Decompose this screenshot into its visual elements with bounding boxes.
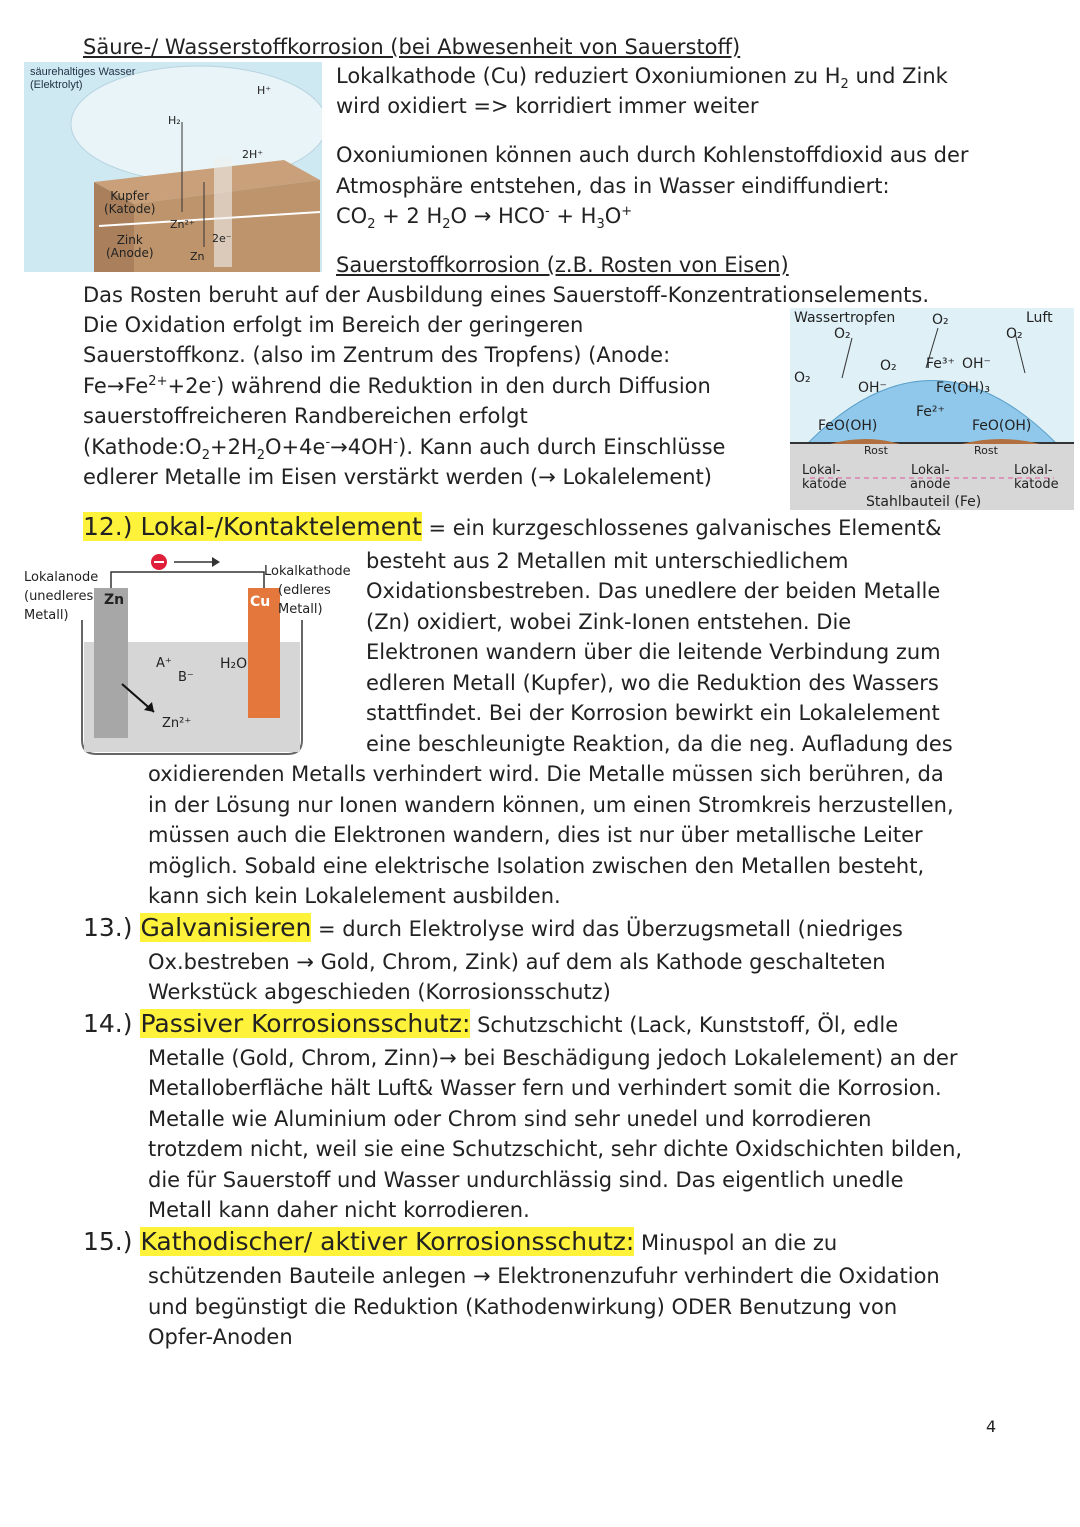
item-14-heading — [83, 1009, 898, 1041]
rust-drop-figure — [790, 308, 1074, 510]
item-12-line-6: stattfindet. Bei der Korrosion bewirkt ein Lokalelement — [366, 701, 940, 725]
item-12-number: 12.) — [83, 512, 133, 541]
item-15-line-3: und begünstigt die Reduktion (Kathodenwirkung) ODER Benutzung von — [148, 1295, 898, 1319]
oxygen-text-line-2: Die Oxidation erfolgt im Bereich der geringeren — [83, 313, 584, 337]
kupfer-label: Kupfer (Katode) — [104, 189, 156, 216]
zink-label: Zink (Anode) — [106, 233, 154, 260]
item-12-line-11: möglich. Sobald eine elektrische Isolation zwischen den Metallen besteht, — [148, 854, 925, 878]
item-14-line-7: Metall kann daher nicht korrodieren. — [148, 1198, 530, 1222]
item-13-heading — [83, 913, 903, 945]
fe2-label: Fe²⁺ — [916, 404, 945, 420]
oxygen-text-line-7: edlerer Metalle im Eisen verstärkt werden (→ Lokalelement) — [83, 465, 712, 489]
hplus-label: H⁺ — [257, 84, 272, 97]
item-12-line-5: edleren Metall (Kupfer), wo die Reduktion des Wassers — [366, 671, 939, 695]
item-14-title: Passiver Korrosionsschutz: — [140, 1009, 471, 1038]
zn-electrode-label: Zn — [104, 592, 125, 608]
oxygen-text-line-5: sauerstoffreicheren Randbereichen erfolgt — [83, 404, 528, 428]
acid-text-line-2: wird oxidiert => korridiert immer weiter — [336, 94, 759, 118]
item-15-heading — [83, 1227, 837, 1259]
item-12-line-4: Elektronen wandern über die leitende Verbindung zum — [366, 640, 941, 664]
oh-label-left: OH⁻ — [858, 380, 887, 396]
o2-label-left: O₂ — [834, 326, 851, 342]
item-15-number: 15.) — [83, 1227, 133, 1256]
item-14-line-3: Metalloberfläche hält Luft& Wasser fern und verhindert somit die Korrosion. — [148, 1076, 942, 1100]
zn-label: Zn — [190, 250, 205, 263]
item-14-number: 14.) — [83, 1009, 133, 1038]
bminus-label: B⁻ — [178, 670, 194, 685]
steel-part-label: Stahlbauteil (Fe) — [866, 494, 982, 510]
h2o-label: H₂O — [220, 656, 248, 672]
h2-label: H₂ — [168, 114, 181, 127]
o2-label-inner: O₂ — [880, 358, 897, 374]
item-14-definition: Schutzschicht (Lack, Kunststoff, Öl, edle — [470, 1013, 899, 1037]
item-14-line-2: Metalle (Gold, Chrom, Zinn)→ bei Beschädigung jedoch Lokalelement) an der — [148, 1046, 958, 1070]
item-15-definition: Minuspol an die zu — [634, 1231, 838, 1255]
item-12-line-9: in der Lösung nur Ionen wandern können, um einen Stromkreis herzustellen, — [148, 793, 954, 817]
local-anode-label: Lokalanode (unedleres Metall) — [24, 570, 99, 623]
item-12-line-3: (Zn) oxidiert, wobei Zink-Ionen entstehen. Die — [366, 610, 852, 634]
item-13-number: 13.) — [83, 913, 133, 942]
acid-text-line-1: Lokalkathode (Cu) reduziert Oxoniumionen zu $H_2$ und Zink — [336, 64, 948, 93]
oh-label: OH⁻ — [962, 356, 991, 372]
oxygen-text-line-3: Sauerstoffkonz. (also im Zentrum des Tropfens) (Anode: — [83, 343, 671, 367]
item-12-title: Lokal-/Kontaktelement — [140, 512, 422, 541]
item-15-line-2: schützenden Bauteile anlegen → Elektronenzufuhr verhindert die Oxidation — [148, 1264, 940, 1288]
local-cathode-left: Lokal- katode — [802, 463, 847, 492]
oxygen-text-line-6: $(Kathode:O_2+2H_2O+4e^-\to 4OH^-)$. Kann auch durch Einschlüsse — [83, 435, 726, 464]
local-cathode-label: Lokalkathode (edleres Metall) — [264, 564, 351, 617]
electrolyte-label: säurehaltiges Wasser (Elektrolyt) — [30, 66, 136, 91]
local-cathode-right: Lokal- katode — [1014, 463, 1059, 492]
local-anode: Lokal- anode — [910, 463, 951, 492]
page-number: 4 — [986, 1417, 997, 1436]
aplus-label: A⁺ — [156, 656, 172, 671]
fe3-label: Fe³⁺ — [926, 356, 955, 372]
rost-label-right: Rost — [974, 444, 998, 457]
rost-label-left: Rost — [864, 444, 888, 457]
heading-oxygen-corrosion: Sauerstoffkorrosion (z.B. Rosten von Eisen) — [336, 253, 789, 277]
acid-text-line-4: Atmosphäre entstehen, das in Wasser eindiffundiert: — [336, 174, 890, 198]
acid-text-line-3: Oxoniumionen können auch durch Kohlenstoffdioxid aus der — [336, 143, 969, 167]
item-15-line-4: Opfer-Anoden — [148, 1325, 293, 1349]
item-13-line-3: Werkstück abgeschieden (Korrosionsschutz) — [148, 980, 611, 1004]
item-12-heading — [83, 512, 941, 544]
acid-corrosion-figure — [24, 62, 322, 272]
zn2-ion-label: Zn²⁺ — [162, 716, 192, 731]
o2-label-right: O₂ — [1006, 326, 1023, 342]
feooh-label-left: FeO(OH) — [818, 418, 878, 434]
o2-label-edge: O₂ — [794, 370, 811, 386]
item-12-line-10: müssen auch die Elektronen wandern, dies ist nur über metallische Leiter — [148, 823, 923, 847]
o2-label-top: O₂ — [932, 312, 949, 328]
oxygen-text-line-4: $Fe\to Fe^{2+}+2e^-$) während die Reduktion in den durch Diffusion — [83, 374, 711, 398]
item-12-definition: = ein kurzgeschlossenes galvanisches Element& — [421, 516, 942, 540]
item-12-line-2: Oxidationsbestreben. Das unedlere der beiden Metalle — [366, 579, 941, 603]
air-label: Luft — [1026, 310, 1053, 326]
item-12-line-8: oxidierenden Metalls verhindert wird. Die Metalle müssen sich berühren, da — [148, 762, 944, 786]
item-12-line-1: besteht aus 2 Metallen mit unterschiedlichem — [366, 549, 849, 573]
2hplus-label: 2H⁺ — [242, 148, 264, 161]
item-13-title: Galvanisieren — [140, 913, 312, 942]
2e-label: 2e⁻ — [212, 232, 232, 245]
item-13-line-2: Ox.bestreben → Gold, Chrom, Zink) auf dem als Kathode geschalteten — [148, 950, 886, 974]
item-12-line-12: kann sich kein Lokalelement ausbilden. — [148, 884, 561, 908]
zn2-label: Zn²⁺ — [170, 218, 195, 231]
co2-equation: $CO_2 + 2$ $H_2O \to HCO^- + H_3O^+$ — [336, 204, 633, 233]
item-12-line-7: eine beschleunigte Reaktion, da die neg. Aufladung des — [366, 732, 953, 756]
feoh3-label: Fe(OH)₃ — [936, 380, 990, 396]
local-element-figure — [22, 550, 352, 760]
drop-label: Wassertropfen — [794, 310, 896, 326]
item-14-line-4: Metalle wie Aluminium oder Chrom sind sehr unedel und korrodieren — [148, 1107, 872, 1131]
item-14-line-6: die für Sauerstoff und Wasser undurchlässig sind. Das eigentlich unedle — [148, 1168, 904, 1192]
item-14-line-5: trotzdem nicht, weil sie eine Schutzschicht, sehr dichte Oxidschichten bilden, — [148, 1137, 963, 1161]
item-15-title: Kathodischer/ aktiver Korrosionsschutz: — [140, 1227, 635, 1256]
feooh-label-right: FeO(OH) — [972, 418, 1032, 434]
heading-acid-corrosion: Säure-/ Wasserstoffkorrosion (bei Abwesenheit von Sauerstoff) — [83, 35, 741, 59]
item-13-definition: = durch Elektrolyse wird das Überzugsmetall (niedriges — [311, 917, 903, 941]
cu-electrode-label: Cu — [250, 594, 271, 610]
oxygen-text-line-1: Das Rosten beruht auf der Ausbildung eines Sauerstoff-Konzentrationselements. — [83, 283, 929, 307]
